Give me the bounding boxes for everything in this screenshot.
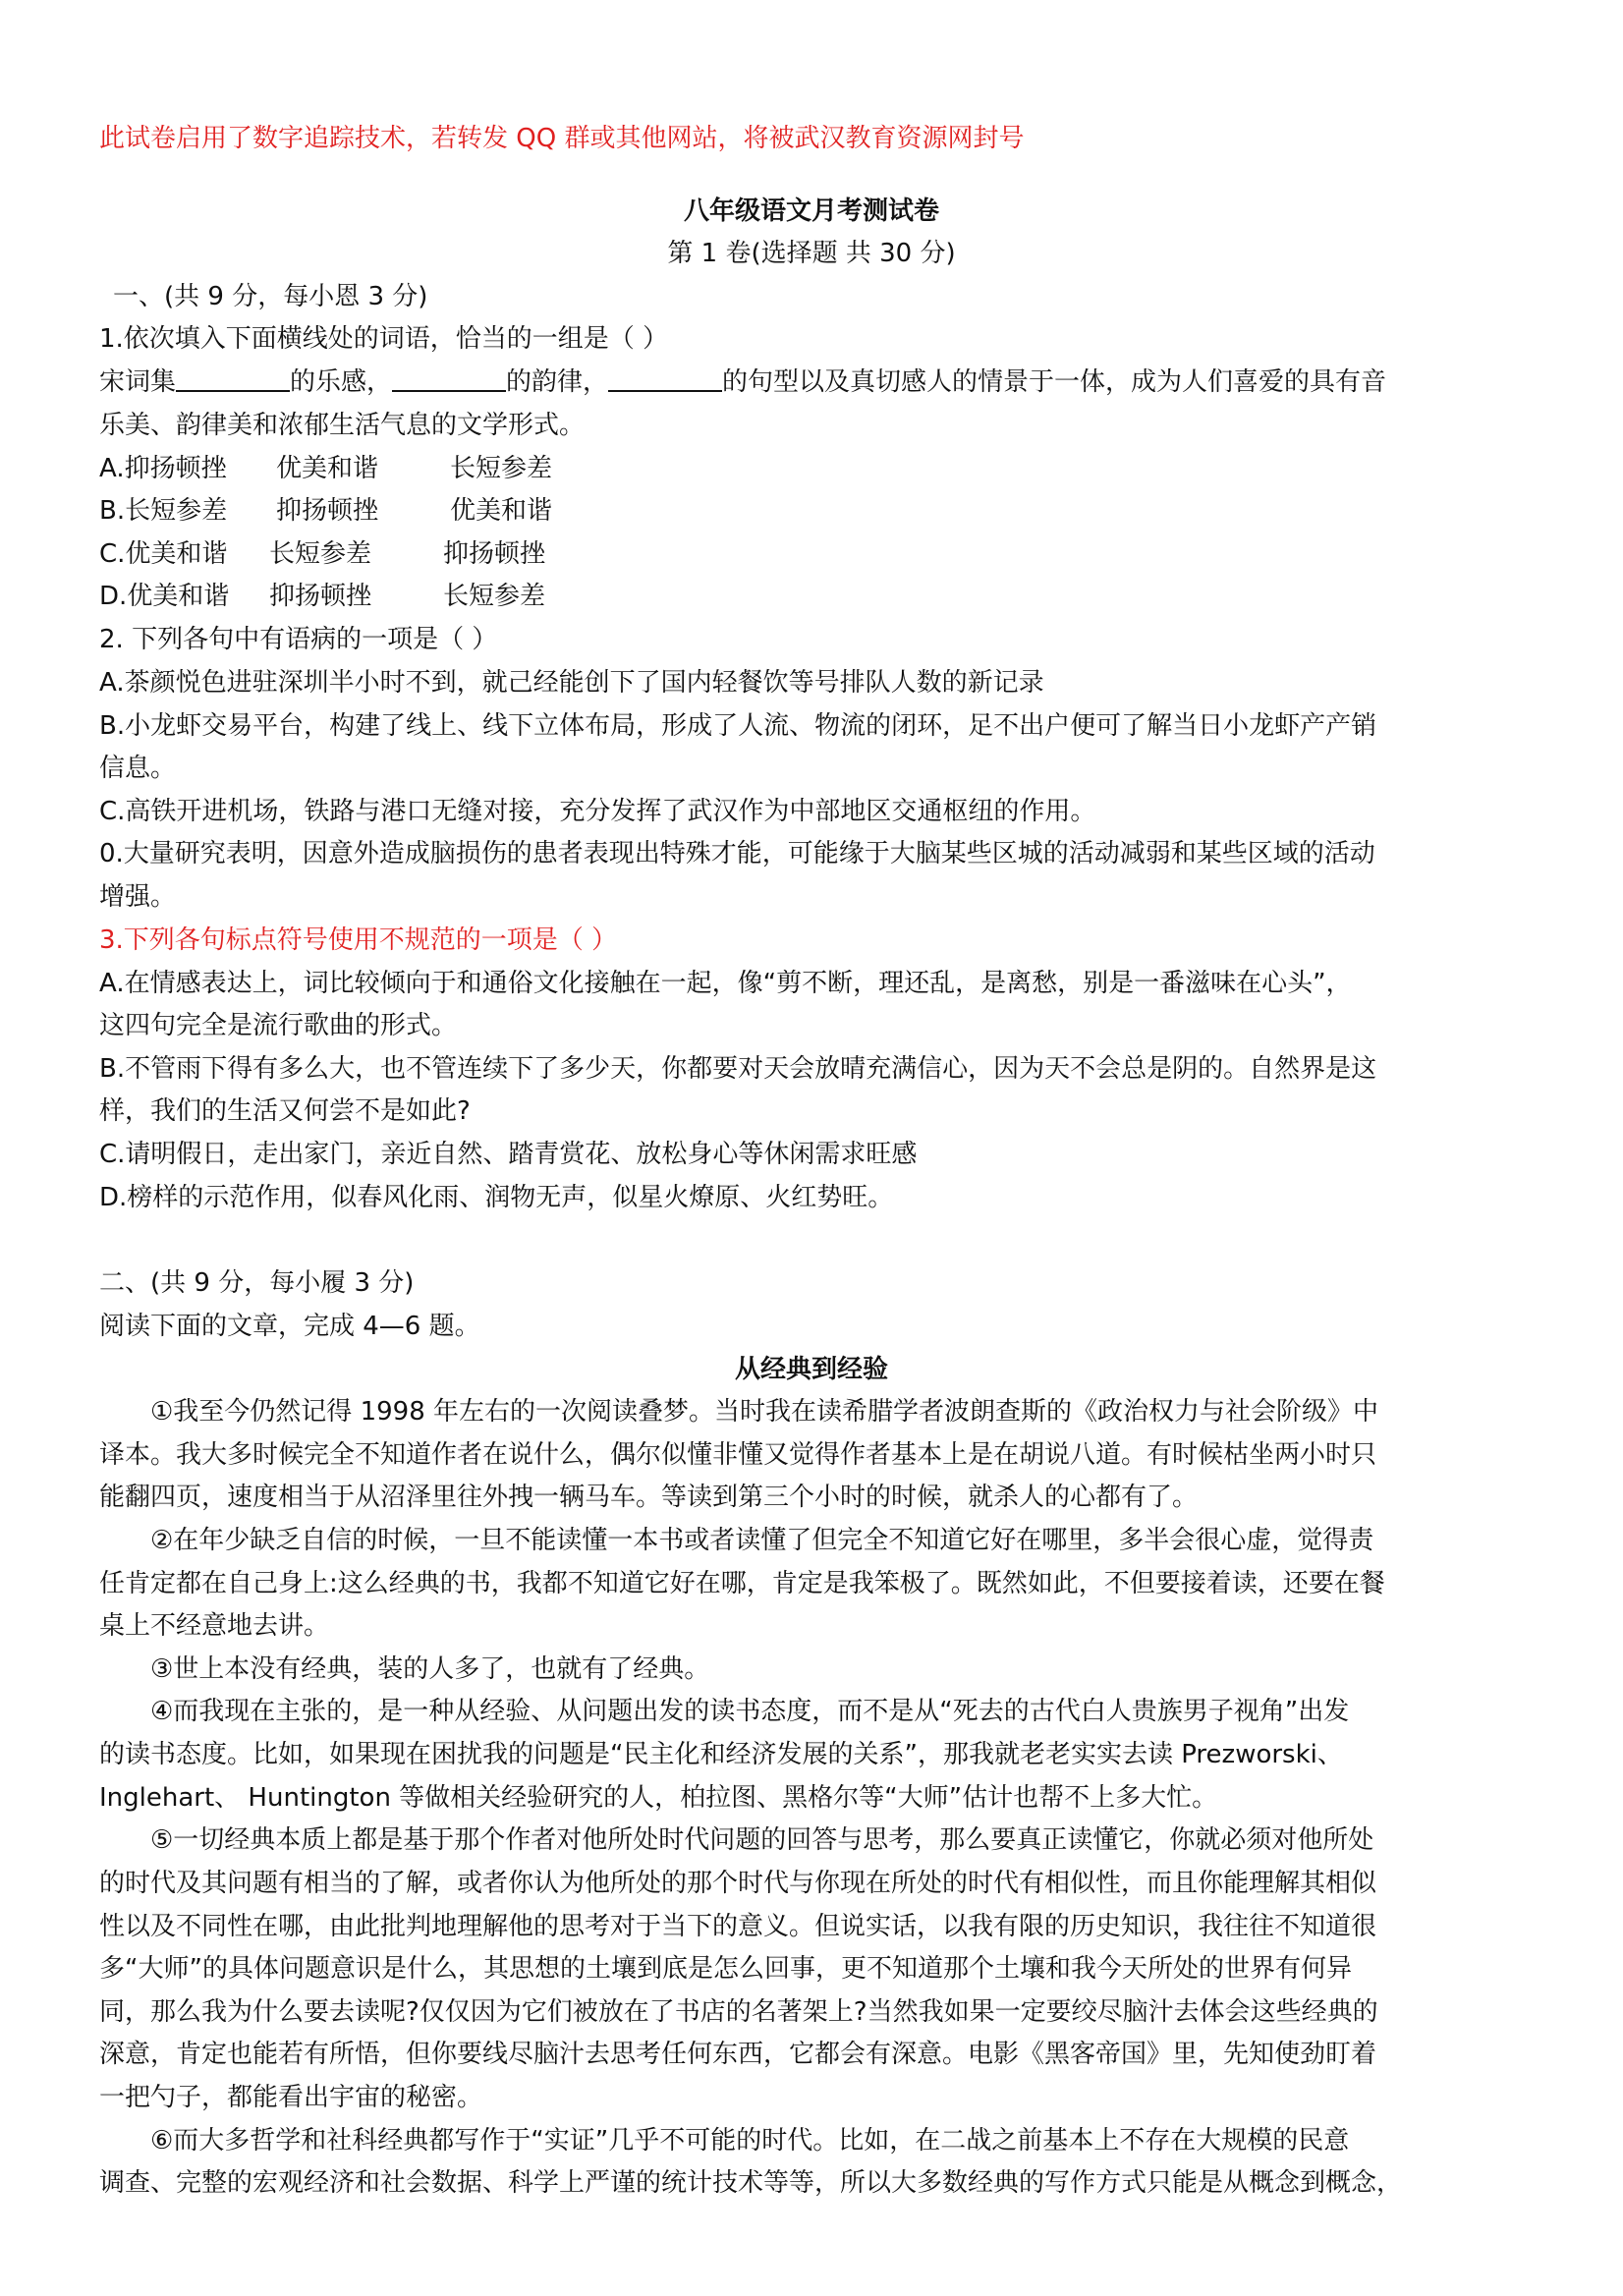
article-line: 的时代及其问题有相当的了解，或者你认为他所处的那个时代与你现在所处的时代有相似性，而且你能理解其相似 <box>99 1869 1377 1898</box>
article-line: Inglehart、 Huntington 等做相关经验研究的人，柏拉图、黑格尔等“大师”估计也帮不上多大忙。 <box>99 1783 1218 1813</box>
q2-option-d: 0.大量研究表明，因意外造成脑损伤的患者表现出特殊才能，可能缘于大脑某些区城的活动减弱和某些区域的活动 <box>99 839 1375 868</box>
option-word: 抑扬顿挫 <box>269 582 372 611</box>
article-line: ④而我现在主张的，是一种从经验、从问题出发的读书态度，而不是从“死去的古代白人贵族男子视角”出发 <box>150 1697 1350 1726</box>
exam-subtitle: 第 1 卷(选择题 共 30 分) <box>667 239 956 268</box>
article-line: ①我至今仍然记得 1998 年左右的一次阅读叠梦。当时我在读希腊学者波朗查斯的《政治权力与社会阶级》中 <box>150 1397 1379 1427</box>
article-title: 从经典到经验 <box>734 1355 888 1384</box>
article-line: 的读书态度。比如，如果现在困扰我的问题是“民主化和经济发展的关系”，那我就老老实实去读 Prezworski、 <box>99 1740 1343 1769</box>
q2-option-a: A.茶颜悦色进驻深圳半小时不到，就己经能创下了国内轻餐饮等号排队人数的新记录 <box>99 668 1044 698</box>
q2-option-b-cont: 信息。 <box>99 754 177 783</box>
q2-stem: 2. 下列各句中有语病的一项是（ ） <box>99 625 498 654</box>
article-line: ③世上本没有经典，装的人多了，也就有了经典。 <box>150 1654 710 1684</box>
article-line: 调查、完整的宏观经济和社会数据、科学上严谨的统计技术等等，所以大多数经典的写作方式只能是从概念到概念， <box>99 2168 1403 2198</box>
article-line: 任肯定都在自己身上:这么经典的书，我都不知道它好在哪，肯定是我笨极了。既然如此，不但要接着读，还要在餐 <box>99 1569 1385 1598</box>
article-line: 同，那么我为什么要去读呢?仅仅因为它们被放在了书店的名著架上?当然我如果一定要绞尽脑汁去体会这些经典的 <box>99 1997 1378 2027</box>
article-line: 桌上不经意地去讲。 <box>99 1611 330 1641</box>
fill-blank <box>608 366 722 392</box>
option-word: C.优美和谐 <box>99 539 228 569</box>
exam-title: 八年级语文月考测试卷 <box>683 196 939 226</box>
q1-stem: 1.依次填入下面横线处的词语，恰当的一组是（ ） <box>99 324 669 354</box>
q3-option-c: C.请明假日，走出家门，亲近自然、踏青赏花、放松身心等休闲需求旺感 <box>99 1140 918 1169</box>
q1-option-b <box>99 494 552 528</box>
article-line: 多“大师”的具体问题意识是什么，其思想的土壤到底是怎么回事，更不知道那个土壤和我今天所处的世界有何异 <box>99 1954 1352 1984</box>
option-word: A.抑扬顿挫 <box>99 454 227 483</box>
article-line: ②在年少缺乏自信的时候，一旦不能读懂一本书或者读懂了但完全不知道它好在哪里，多半会很心虚，觉得责 <box>150 1526 1374 1555</box>
section2-intro: 阅读下面的文章，完成 4—6 题。 <box>99 1312 480 1341</box>
q1-option-a <box>99 452 552 485</box>
fill-blank <box>392 366 506 392</box>
q3-option-b-cont: 样，我们的生活又何尝不是如此? <box>99 1096 471 1126</box>
article-line: 深意，肯定也能若有所悟，但你要线尽脑汁去思考任何东西，它都会有深意。电影《黑客帝国》里，先知使劲盯着 <box>99 2040 1377 2069</box>
option-word: 长短参差 <box>443 582 546 611</box>
option-word: 长短参差 <box>269 539 372 569</box>
option-word: 抑扬顿挫 <box>276 496 379 526</box>
article-line: 能翻四页，速度相当于从沼泽里往外拽一辆马车。等读到第三个小时的时候，就杀人的心都有了。 <box>99 1483 1199 1512</box>
article-line: 性以及不同性在哪，由此批判地理解他的思考对于当下的意义。但说实话，以我有限的历史知识，我往往不知道很 <box>99 1912 1377 1941</box>
option-word: 长短参差 <box>450 454 553 483</box>
copyright-notice: 此试卷启用了数字追踪技术，若转发 QQ 群或其他网站，将被武汉教育资源网封号 <box>99 124 1025 153</box>
option-word: D.优美和谐 <box>99 582 230 611</box>
section2-heading: 二、(共 9 分，每小履 3 分) <box>99 1268 415 1298</box>
q1-option-c <box>99 537 545 571</box>
q1-text-cont: 乐美、韵律美和浓郁生活气息的文学形式。 <box>99 411 586 440</box>
q1-option-d <box>99 580 545 613</box>
q2-option-c: C.高铁开进机场，铁路与港口无缝对接，充分发挥了武汉作为中部地区交通枢纽的作用。 <box>99 797 1096 826</box>
article-line: ⑥而大多哲学和社科经典都写作于“实证”几乎不可能的时代。比如，在二战之前基本上不存在大规模的民意 <box>150 2126 1350 2156</box>
option-word: 抑扬顿挫 <box>443 539 546 569</box>
q3-stem: 3.下列各句标点符号使用不规范的一项是（ ） <box>99 925 618 955</box>
q1-text <box>99 365 1386 399</box>
q1-text-part: 的韵律， <box>506 367 609 397</box>
q1-text-part: 的乐感， <box>290 367 393 397</box>
section1-heading: 一、(共 9 分，每小恩 3 分) <box>113 282 428 311</box>
q3-option-a: A.在情感表达上，词比较倾向于和通俗文化接触在一起，像“剪不断，理还乱，是离愁，别是一番滋味在心头”， <box>99 969 1352 998</box>
fill-blank <box>176 366 290 392</box>
option-word: 优美和谐 <box>276 454 379 483</box>
q1-text-part: 宋词集 <box>99 367 177 397</box>
option-word: B.长短参差 <box>99 496 228 526</box>
q3-option-a-cont: 这四句完全是流行歌曲的形式。 <box>99 1011 458 1040</box>
article-line: 一把勺子，都能看出宇宙的秘密。 <box>99 2083 483 2112</box>
q2-option-d-cont: 增强。 <box>99 882 177 912</box>
article-line: ⑤一切经典本质上都是基于那个作者对他所处时代问题的回答与思考，那么要真正读懂它，你就必须对他所处 <box>150 1825 1374 1855</box>
q3-option-b: B.不管雨下得有多么大，也不管连续下了多少天，你都要对天会放晴充满信心，因为天不会总是阴的。自然界是这 <box>99 1054 1377 1084</box>
option-word: 优美和谐 <box>450 496 553 526</box>
article-line: 译本。我大多时候完全不知道作者在说什么，偶尔似懂非懂又觉得作者基本上是在胡说八道。有时候枯坐两小时只 <box>99 1440 1377 1470</box>
q1-text-part: 的句型以及真切感人的情景于一体，成为人们喜爱的具有音 <box>722 367 1387 397</box>
q3-option-d: D.榜样的示范作用，似春风化雨、润物无声，似星火燎原、火红势旺。 <box>99 1183 894 1212</box>
q2-option-b: B.小龙虾交易平台，构建了线上、线下立体布局，形成了人流、物流的闭环，足不出户便可了解当日小龙虾产产销 <box>99 711 1377 741</box>
